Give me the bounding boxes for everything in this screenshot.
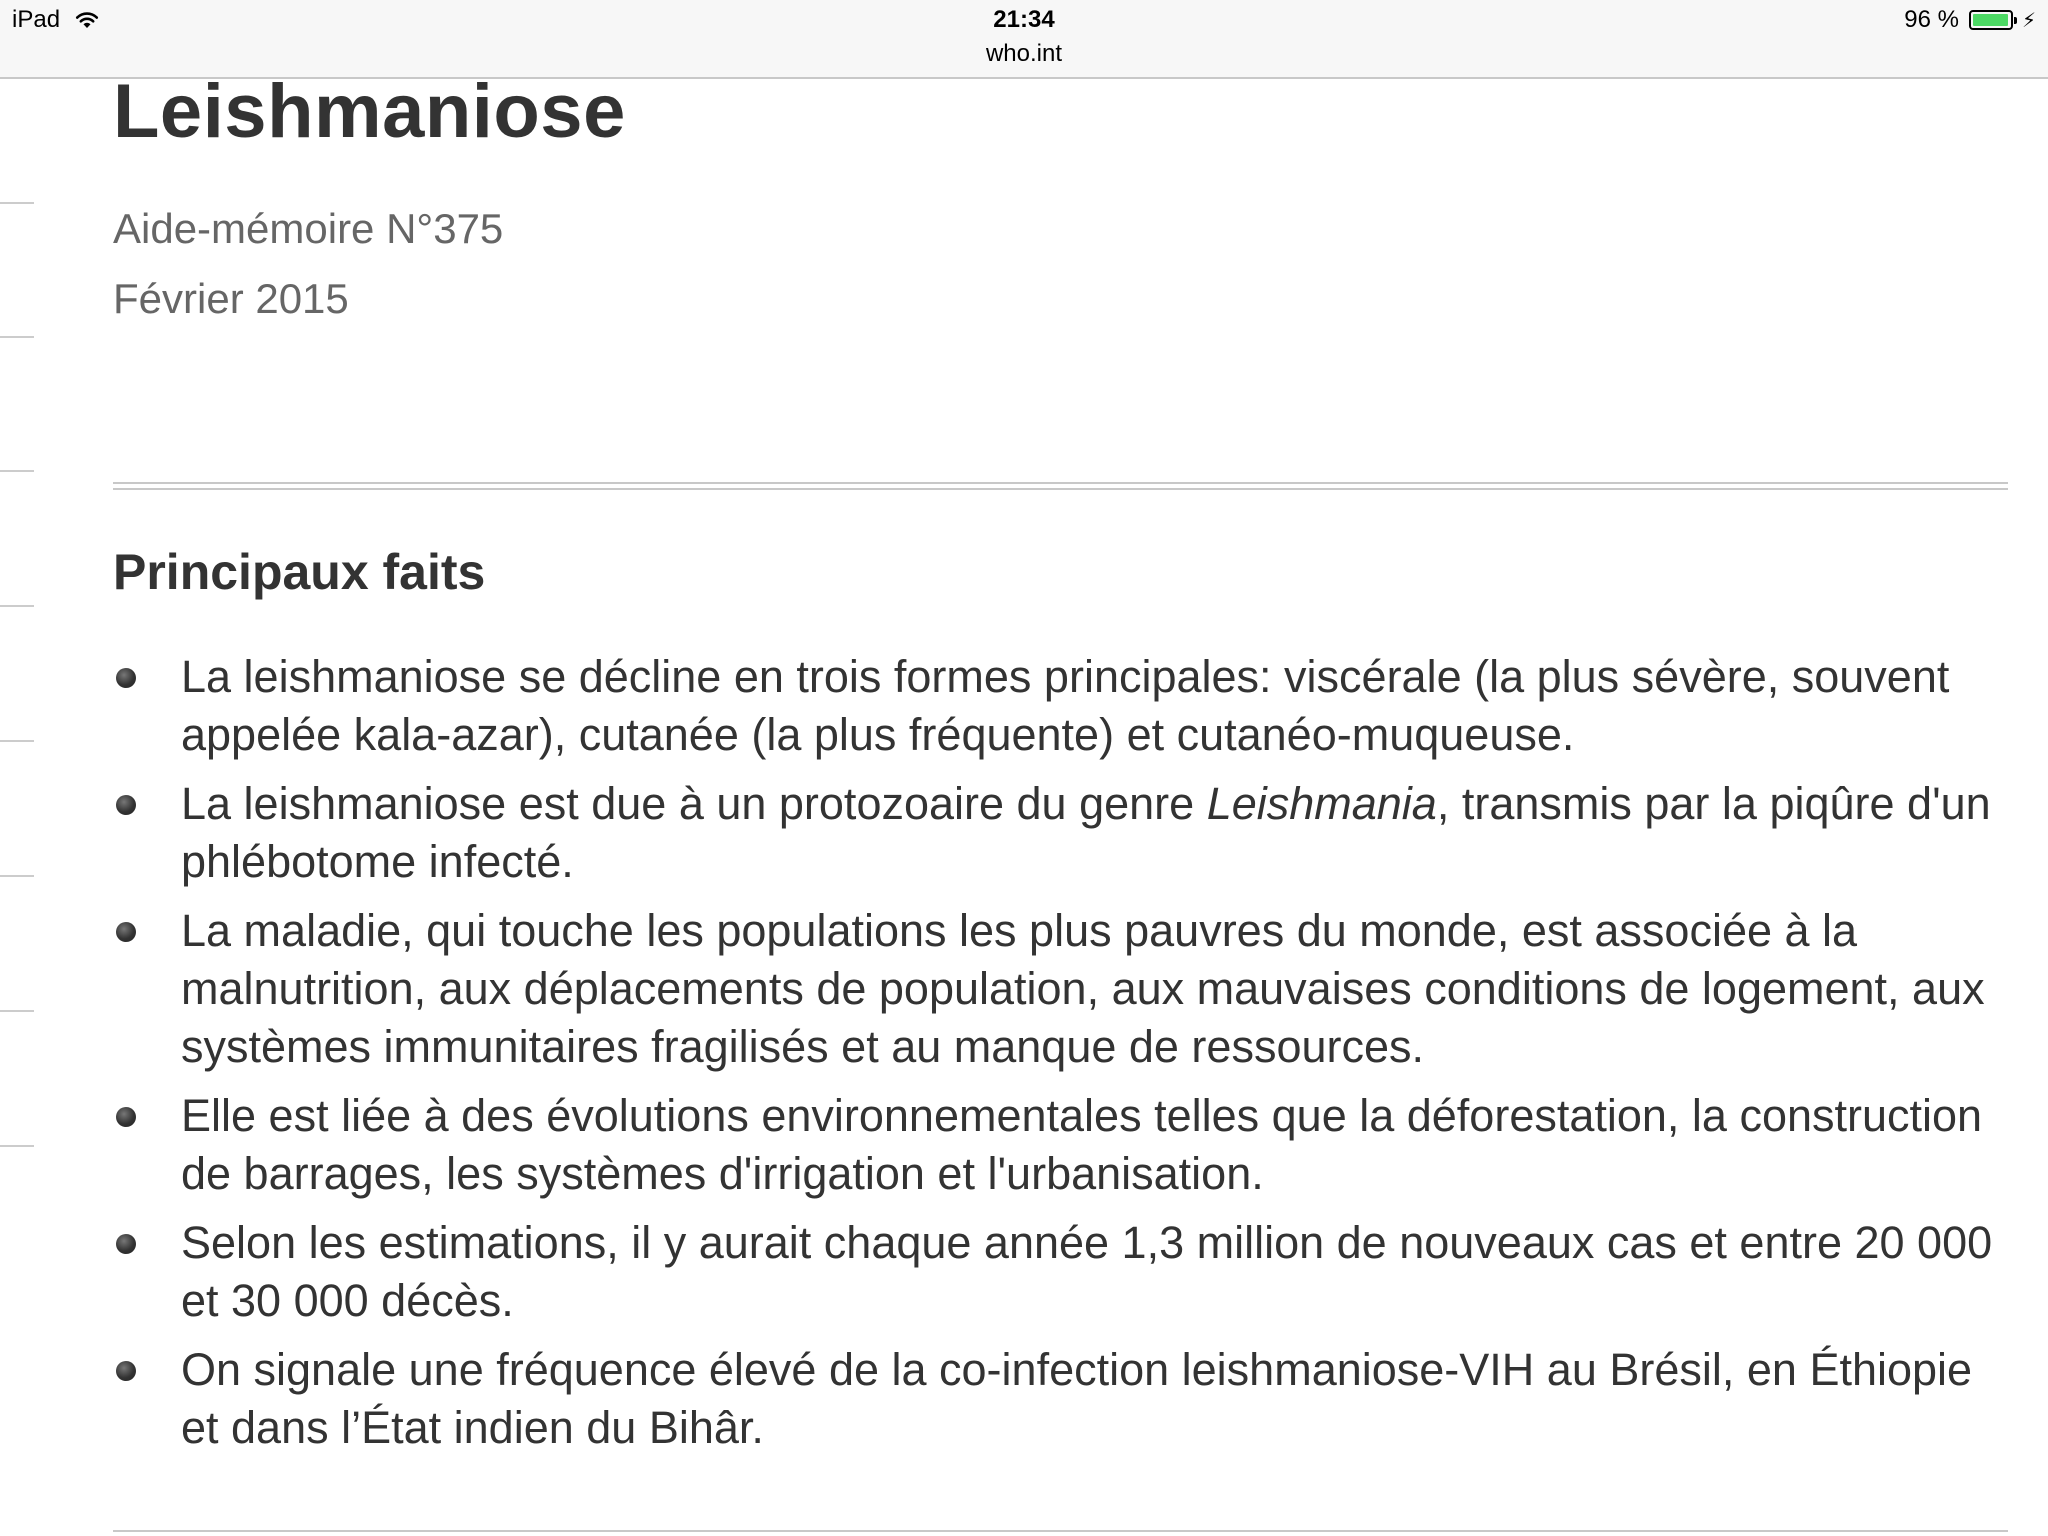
battery-percentage: 96 % xyxy=(1904,6,1959,33)
charging-icon: ⚡ xyxy=(2021,9,2036,32)
margin-tick xyxy=(0,336,34,338)
list-item xyxy=(113,775,2008,891)
publication-date: Février 2015 xyxy=(113,275,349,322)
article-meta xyxy=(113,194,2008,334)
margin-tick xyxy=(0,740,34,742)
bullet-icon xyxy=(116,795,136,815)
margin-ticks xyxy=(0,0,40,1536)
status-right xyxy=(1904,6,2036,34)
bullet-icon xyxy=(116,668,136,688)
key-facts-list xyxy=(113,648,2008,1468)
factsheet-number: Aide-mémoire N°375 xyxy=(113,205,504,252)
battery-fill xyxy=(1973,14,2008,26)
margin-tick xyxy=(0,1010,34,1012)
fact-text: On signale une fréquence élevé de la co-infection leishmaniose-VIH au Brésil, en Éthiopie et dans l’État indien du Bihâr. xyxy=(181,1344,1973,1453)
list-item xyxy=(113,1087,2008,1203)
margin-tick xyxy=(0,605,34,607)
margin-tick xyxy=(0,202,34,204)
device-name: iPad xyxy=(12,6,61,33)
list-item xyxy=(113,648,2008,764)
fact-text: La leishmaniose se décline en trois formes principales: viscérale (la plus sévère, souvent appelée kala-azar), cutanée (la plus fréquente) et cutanéo-muqueuse. xyxy=(181,651,1950,760)
genus-name: Leishmania xyxy=(1206,778,1437,829)
battery-icon xyxy=(1969,10,2013,30)
list-item xyxy=(113,902,2008,1076)
margin-tick xyxy=(0,875,34,877)
address-bar-url[interactable]: who.int xyxy=(985,40,1063,67)
bullet-icon xyxy=(116,922,136,942)
margin-tick xyxy=(0,1145,34,1147)
list-item xyxy=(113,1341,2008,1457)
bullet-icon xyxy=(116,1361,136,1381)
bullet-icon xyxy=(116,1107,136,1127)
fact-text: La maladie, qui touche les populations les plus pauvres du monde, est associée à la malnutrition, aux déplacements de population, aux mauvaises conditions de logement, aux systèmes immunitaires fragilisés et au manque de ressources. xyxy=(181,905,1985,1072)
status-time: 21:34 xyxy=(993,6,1055,33)
battery-nub xyxy=(2014,17,2017,24)
bottom-divider xyxy=(113,1530,2008,1532)
margin-tick xyxy=(0,470,34,472)
page-title: Leishmaniose xyxy=(113,69,626,154)
fact-text: La leishmaniose est due à un protozoaire du genre Leishmania, transmis par la piqûre d'un phlébotome infecté. xyxy=(181,778,1991,887)
section-heading: Principaux faits xyxy=(113,544,486,600)
bullet-icon xyxy=(116,1234,136,1254)
article-header xyxy=(113,60,2008,334)
fact-text: Elle est liée à des évolutions environnementales telles que la déforestation, la construction de barrages, les systèmes d'irrigation et l'urbanisation. xyxy=(181,1090,1983,1199)
section-divider xyxy=(113,482,2008,490)
list-item xyxy=(113,1214,2008,1330)
fact-text: Selon les estimations, il y aurait chaque année 1,3 million de nouveaux cas et entre 20 000 et 30 000 décès. xyxy=(181,1217,1993,1326)
